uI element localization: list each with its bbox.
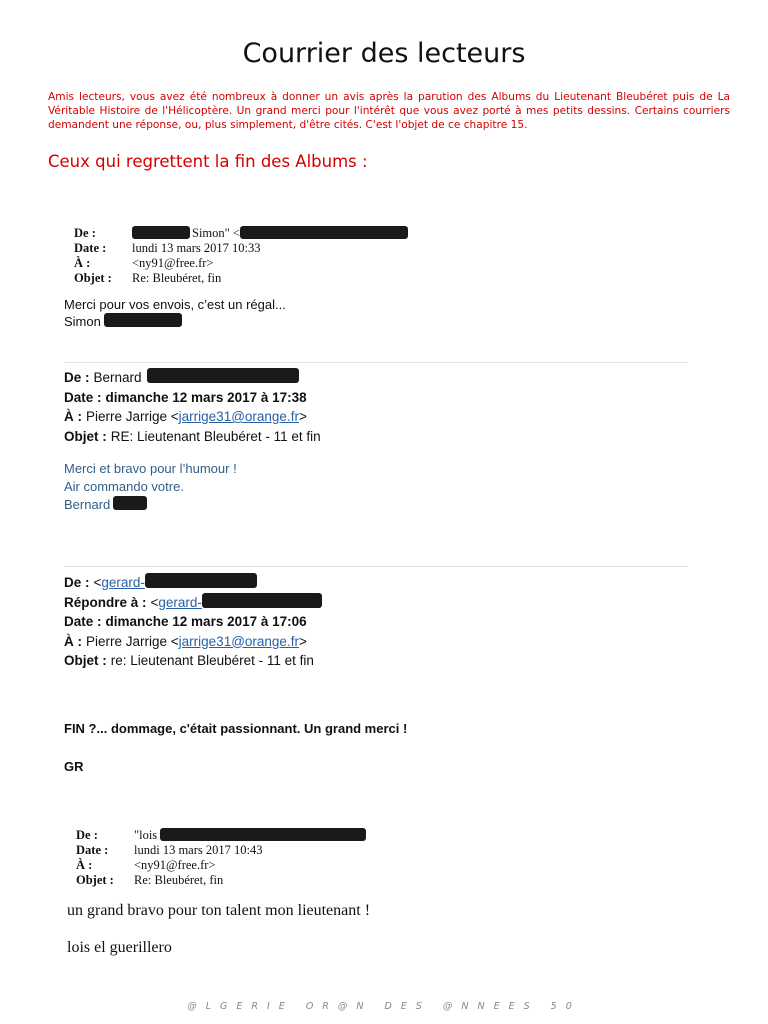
email-header-date (74, 241, 408, 256)
date-label: Date : (76, 843, 109, 857)
email-header-to (76, 858, 366, 873)
redaction-bar (104, 313, 182, 327)
redaction-bar (132, 226, 190, 239)
email-simon (74, 226, 408, 286)
date-value: dimanche 12 mars 2017 à 17:38 (105, 389, 307, 405)
date-value: lundi 13 mars 2017 10:43 (134, 843, 263, 857)
email-header-subject (76, 873, 366, 888)
date-label: Date : (64, 614, 102, 629)
date-label: Date : (64, 389, 102, 405)
to-label: À : (64, 633, 82, 649)
from-value: Bernard (93, 370, 142, 385)
email-header-date (76, 843, 366, 858)
redaction-bar (160, 828, 366, 841)
to-value: <ny91@free.fr> (132, 256, 214, 270)
email-gerard-body-2: GR (64, 759, 84, 774)
subject-value: Re: Bleubéret, fin (132, 271, 222, 285)
email-body-line: Merci et bravo pour l’humour ! (64, 461, 237, 476)
email-header-from (76, 828, 366, 843)
redaction-bar (202, 593, 322, 608)
email-lois (76, 828, 366, 888)
to-label: À : (76, 858, 93, 872)
reply-email-link[interactable]: gerard- (158, 594, 202, 610)
from-value: "lois (134, 828, 158, 842)
to-name: Pierre Jarrige < (86, 633, 179, 649)
date-value: dimanche 12 mars 2017 à 17:06 (105, 614, 307, 629)
email-body-line: Air commando votre. (64, 479, 184, 494)
email-header-to (74, 256, 408, 271)
redaction-bar (147, 368, 299, 383)
email-header-from (64, 368, 321, 388)
email-lois-body-1: un grand bravo pour ton talent mon lieutenant ! (67, 902, 371, 919)
to-close: > (298, 633, 307, 649)
email-header-date (64, 388, 321, 408)
email-header-subject (74, 271, 408, 286)
page-title: Courrier des lecteurs (242, 38, 526, 69)
email-bernard (64, 368, 321, 446)
subject-label: Objet : (64, 653, 107, 668)
to-email-link[interactable]: jarrige31@orange.fr (178, 409, 299, 424)
signature-name: Bernard (64, 497, 111, 512)
from-label: De : (76, 828, 98, 842)
email-gerard (64, 573, 322, 671)
from-label: De : (64, 370, 90, 385)
email-header-from (74, 226, 408, 241)
redaction-bar (240, 226, 408, 239)
subject-label: Objet : (76, 873, 114, 887)
email-header-to (64, 407, 321, 427)
to-value: <ny91@free.fr> (134, 858, 216, 872)
email-header-subject (64, 427, 321, 447)
reply-open: < (150, 594, 159, 610)
email-body-line: Merci pour vos envois, c’est un régal... (64, 297, 286, 312)
email-simon-body (64, 296, 286, 330)
date-label: Date : (74, 241, 107, 255)
subject-value: re: Lieutenant Bleubéret - 11 et fin (110, 653, 314, 668)
email-header-from (64, 573, 322, 593)
to-label: À : (74, 256, 91, 270)
to-email-link[interactable]: jarrige31@orange.fr (178, 633, 299, 649)
email-header-subject (64, 651, 322, 671)
signature-name: Simon (64, 314, 101, 329)
date-value: lundi 13 mars 2017 10:33 (132, 241, 261, 255)
subject-value: RE: Lieutenant Bleubéret - 11 et fin (110, 428, 321, 444)
email-header-to (64, 632, 322, 652)
signature-line (64, 496, 237, 514)
from-open: < (93, 575, 102, 590)
email-gerard-body-1: FIN ?... dommage, c'était passionnant. Un grand merci ! (64, 721, 408, 736)
to-close: > (298, 409, 307, 424)
subject-label: Objet : (74, 271, 112, 285)
from-label: De : (74, 226, 96, 240)
email-lois-body-2: lois el guerillero (67, 939, 172, 956)
divider (64, 362, 688, 363)
email-header-date (64, 612, 322, 632)
signature-line (64, 313, 286, 330)
from-value: Simon" < (192, 226, 240, 240)
to-name: Pierre Jarrige < (86, 409, 179, 424)
section-heading: Ceux qui regrettent la fin des Albums : (48, 152, 368, 171)
email-bernard-body (64, 460, 237, 514)
divider (64, 566, 688, 567)
subject-value: Re: Bleubéret, fin (134, 873, 224, 887)
intro-paragraph: Amis lecteurs, vous avez été nombreux à donner un avis après la parution des Albums du Lieutenant Bleubéret puis de La Véritable Histoire de l'Hélicoptère. Un grand merci pour l'intérêt que vous avez porté à mes petits dessins. Certains courriers demandent une réponse, ou, plus simplement, d'être cités. C'est l'objet de ce chapitre 15. (48, 91, 730, 131)
to-label: À : (64, 409, 82, 424)
footer-signature: @LGERIE OR@N DES @NNEES 50 (187, 1001, 581, 1012)
email-header-reply-to (64, 593, 322, 613)
from-label: De : (64, 575, 90, 590)
subject-label: Objet : (64, 428, 107, 444)
redaction-bar (145, 573, 257, 588)
reply-to-label: Répondre à : (64, 594, 147, 610)
from-email-link[interactable]: gerard- (101, 575, 145, 590)
redaction-bar (113, 496, 147, 510)
